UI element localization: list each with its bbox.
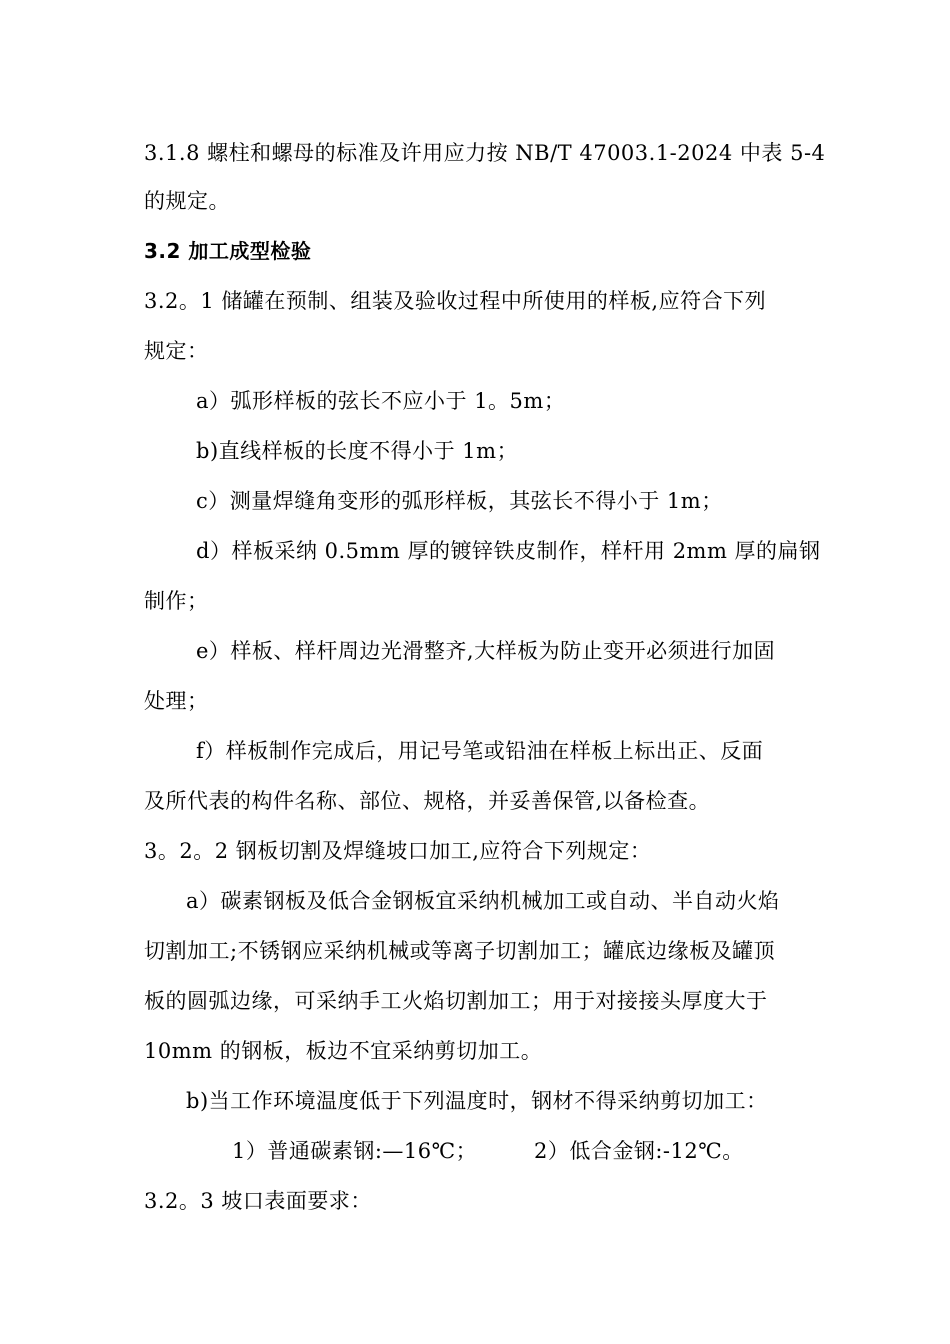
list-item-f-line-1: f）样板制作完成后，用记号笔或铅油在样板上标出正、反面 xyxy=(196,739,764,763)
temperature-carbon-steel: 1）普通碳素钢:—16℃； xyxy=(232,1139,478,1163)
clause-3-1-8-line-1: 3.1.8 螺柱和螺母的标准及许用应力按 NB/T 47003.1-2024 中表 5-4 xyxy=(144,141,826,165)
list-item-b: b)直线样板的长度不得小于 1m； xyxy=(196,439,519,463)
list-item-a: a）弧形样板的弦长不应小于 1。5m； xyxy=(196,389,566,413)
clause-3-2-2-a-line-3: 板的圆弧边缘，可采纳手工火焰切割加工；用于对接接头厚度大于 xyxy=(144,989,768,1013)
list-item-f-line-2: 及所代表的构件名称、部位、规格，并妥善保管,以备检查。 xyxy=(144,789,711,813)
list-item-d-line-1: d）样板采纳 0.5mm 厚的镀锌铁皮制作，样杆用 2mm 厚的扁钢 xyxy=(196,539,821,563)
clause-3-2-2-a-line-4: 10mm 的钢板，板边不宜采纳剪切加工。 xyxy=(144,1039,543,1063)
clause-3-2-1-line-1: 3.2。1 储罐在预制、组装及验收过程中所使用的样板,应符合下列 xyxy=(144,289,767,313)
temperature-low-alloy-steel: 2）低合金钢:-12℃。 xyxy=(534,1139,744,1163)
clause-3-2-2-line-1: 3。2。2 钢板切割及焊缝坡口加工,应符合下列规定： xyxy=(144,839,652,863)
clause-3-2-2-a-line-2: 切割加工;不锈钢应采纳机械或等离子切割加工；罐底边缘板及罐顶 xyxy=(144,939,776,963)
section-heading-3-2: 3.2 加工成型检验 xyxy=(144,239,312,263)
clause-3-1-8-line-2: 的规定。 xyxy=(144,189,230,213)
list-item-d-line-2: 制作； xyxy=(144,589,209,613)
clause-3-2-3-line-1: 3.2。3 坡口表面要求： xyxy=(144,1189,372,1213)
list-item-e-line-2: 处理； xyxy=(144,689,209,713)
clause-3-2-1-line-2: 规定： xyxy=(144,339,209,363)
clause-3-2-2-a-line-1: a）碳素钢板及低合金钢板宜采纳机械加工或自动、半自动火焰 xyxy=(186,889,780,913)
list-item-c: c）测量焊缝角变形的弧形样板，其弦长不得小于 1m； xyxy=(196,489,723,513)
clause-3-2-2-b-line-1: b)当工作环境温度低于下列温度时，钢材不得采纳剪切加工： xyxy=(186,1089,768,1113)
list-item-e-line-1: e）样板、样杆周边光滑整齐,大样板为防止变开必须进行加固 xyxy=(196,639,776,663)
